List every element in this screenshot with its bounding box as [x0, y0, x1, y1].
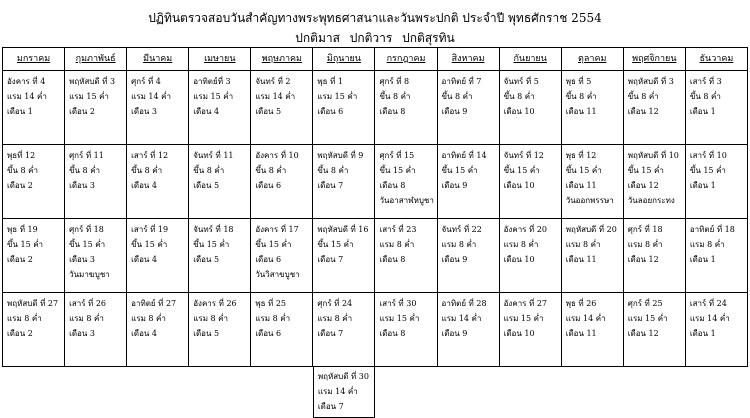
lunar-phase: แรม 8 ค่ำ [379, 240, 415, 249]
lunar-phase: แรม 14 ค่ำ [565, 314, 606, 323]
lunar-month: เดือน 7 [317, 255, 344, 264]
month-header: มิถุนายน [313, 48, 375, 71]
lunar-phase: แรม 8 ค่ำ [565, 240, 601, 249]
day-cell [251, 71, 313, 145]
day-date: เสาร์ ที่ 26 [69, 299, 107, 308]
day-cell [3, 293, 65, 367]
lunar-phase: แรม 15 ค่ำ [627, 314, 668, 323]
day-cell [499, 293, 561, 367]
day-date: พุธ ที่ 12 [565, 151, 597, 160]
day-date: อาทิตย์ ที่ 18 [689, 225, 735, 234]
day-date: เสาร์ ที่ 19 [131, 225, 169, 234]
day-date: พุธ ที่ 25 [255, 299, 287, 308]
lunar-month: เดือน 8 [379, 107, 406, 116]
day-cell [3, 145, 65, 219]
lunar-month: เดือน 1 [689, 107, 716, 116]
month-header: กันยายน [499, 48, 561, 71]
lunar-month: เดือน 12 [627, 329, 659, 338]
day-cell [65, 71, 127, 145]
day-cell [685, 293, 747, 367]
day-date: เสาร์ ที่ 3 [689, 77, 722, 86]
lunar-month: เดือน 5 [193, 255, 220, 264]
lunar-month: เดือน 8 [379, 255, 406, 264]
day-date: อังคาร ที่ 4 [7, 77, 46, 86]
day-date: พฤหัสบดี ที่ 3 [69, 77, 116, 86]
holy-day-name: วันอาสาฬหบูชา [379, 196, 434, 205]
day-cell [65, 219, 127, 293]
day-date: ศุกร์ ที่ 18 [627, 225, 663, 234]
day-date: พุธ ที่ 26 [565, 299, 597, 308]
holy-day-name: วันออกพรรษา [565, 196, 614, 205]
lunar-month: เดือน 7 [317, 329, 344, 338]
lunar-phase: แรม 8 ค่ำ [69, 314, 104, 323]
month-header: พฤศจิกายน [623, 48, 685, 71]
holy-day-name: วันลอยกระทง [627, 196, 675, 205]
day-cell [623, 293, 685, 367]
day-cell [251, 293, 313, 367]
lunar-phase: แรม 8 ค่ำ [7, 314, 42, 323]
lunar-phase: แรม 8 ค่ำ [503, 240, 539, 249]
lunar-phase: ขึ้น 8 ค่ำ [627, 92, 659, 101]
lunar-phase: แรม 8 ค่ำ [193, 314, 228, 323]
lunar-phase: ขึ้น 15 ค่ำ [69, 240, 106, 249]
day-date: พฤหัสบดี ที่ 10 [627, 151, 679, 160]
day-cell [189, 293, 251, 367]
day-cell [313, 293, 375, 367]
day-cell [127, 145, 189, 219]
lunar-phase: ขึ้น 15 ค่ำ [689, 166, 726, 175]
lunar-month: เดือน 8 [379, 329, 406, 338]
lunar-phase: ขึ้น 8 ค่ำ [441, 92, 473, 101]
lunar-phase: ขึ้น 8 ค่ำ [69, 166, 101, 175]
month-header: กรกฎาคม [375, 48, 437, 71]
day-date: ศุกร์ ที่ 18 [69, 225, 104, 234]
day-date: เสาร์ ที่ 10 [689, 151, 727, 160]
month-header-row [3, 48, 748, 71]
lunar-phase: ขึ้น 15 ค่ำ [503, 166, 540, 175]
lunar-month: เดือน 9 [441, 107, 468, 116]
lunar-month: เดือน 6 [255, 329, 282, 338]
day-cell [437, 145, 499, 219]
day-cell [561, 145, 623, 219]
lunar-phase: แรม 15 ค่ำ [317, 92, 358, 101]
lunar-phase: ขึ้น 8 ค่ำ [131, 166, 163, 175]
day-date: จันทร์ ที่ 11 [193, 151, 234, 160]
lunar-phase: ขึ้น 15 ค่ำ [131, 240, 168, 249]
lunar-month: เดือน 12 [627, 255, 659, 264]
lunar-month: เดือน 9 [441, 181, 468, 190]
lunar-phase: ขึ้น 8 ค่ำ [255, 166, 287, 175]
calendar-body [3, 71, 748, 367]
lunar-phase: แรม 8 ค่ำ [317, 314, 353, 323]
day-cell [623, 145, 685, 219]
lunar-month: เดือน 1 [689, 329, 716, 338]
day-date: พุธที่ 12 [7, 151, 36, 160]
lunar-month: เดือน 11 [565, 107, 597, 116]
lunar-month: เดือน 11 [565, 329, 597, 338]
lunar-phase: ขึ้น 8 ค่ำ [7, 166, 38, 175]
lunar-phase: ขึ้น 8 ค่ำ [503, 92, 535, 101]
lunar-phase: แรม 14 ค่ำ [317, 387, 358, 396]
day-cell [375, 145, 437, 219]
day-date: พฤหัสบดี ที่ 30 [317, 372, 369, 381]
day-cell [437, 293, 499, 367]
day-date: พุธ ที่ 1 [317, 77, 343, 86]
day-cell [313, 219, 375, 293]
day-date: จันทร์ ที่ 18 [193, 225, 234, 234]
lunar-month: เดือน 5 [193, 181, 220, 190]
lunar-month: เดือน 4 [131, 255, 157, 264]
lunar-phase: ขึ้น 15 ค่ำ [255, 240, 292, 249]
lunar-month: เดือน 3 [69, 181, 95, 190]
day-date: ศุกร์ ที่ 4 [131, 77, 161, 86]
day-cell [375, 293, 437, 367]
month-header: สิงหาคม [437, 48, 499, 71]
lunar-month: เดือน 6 [255, 255, 282, 264]
day-cell [499, 219, 561, 293]
day-date: ศุกร์ ที่ 11 [69, 151, 104, 160]
day-date: เสาร์ ที่ 23 [379, 225, 417, 234]
day-cell [251, 219, 313, 293]
day-date: จันทร์ ที่ 2 [255, 77, 291, 86]
lunar-month: เดือน 4 [131, 181, 157, 190]
month-header: มีนาคม [127, 48, 189, 71]
day-date: พฤหัสบดี ที่ 27 [7, 299, 59, 308]
day-date: ศุกร์ ที่ 24 [317, 299, 353, 308]
lunar-phase: แรม 14 ค่ำ [131, 92, 171, 101]
month-header: ธันวาคม [685, 48, 747, 71]
lunar-phase: แรม 8 ค่ำ [689, 240, 725, 249]
day-cell [437, 219, 499, 293]
holy-day-name: วันมาฆบูชา [69, 270, 110, 279]
lunar-month: เดือน 1 [7, 107, 33, 116]
day-date: อังคาร ที่ 27 [503, 299, 548, 308]
lunar-phase: ขึ้น 8 ค่ำ [379, 92, 411, 101]
day-date: พุธ ที่ 5 [565, 77, 592, 86]
day-date: อังคาร ที่ 20 [503, 225, 548, 234]
day-date: อาทิตย์ ที่ 7 [441, 77, 482, 86]
day-date: อาทิตย์ที่ 3 [193, 77, 231, 86]
lunar-month: เดือน 5 [193, 329, 220, 338]
lunar-phase: ขึ้น 15 ค่ำ [565, 166, 602, 175]
day-cell [65, 293, 127, 367]
day-cell [685, 219, 747, 293]
month-header: พฤษภาคม [251, 48, 313, 71]
lunar-month: เดือน 2 [7, 255, 33, 264]
lunar-phase: ขึ้น 15 ค่ำ [379, 166, 416, 175]
day-date: พฤหัสบดี ที่ 3 [627, 77, 674, 86]
lunar-month: เดือน 5 [255, 107, 282, 116]
lunar-month: เดือน 4 [131, 329, 157, 338]
week-row [3, 145, 748, 219]
lunar-month: เดือน 7 [317, 181, 344, 190]
lunar-phase: ขึ้น 8 ค่ำ [689, 92, 721, 101]
lunar-phase: แรม 15 ค่ำ [193, 92, 234, 101]
lunar-phase: ขึ้น 15 ค่ำ [193, 240, 230, 249]
lunar-month: เดือน 1 [689, 255, 716, 264]
day-date: พฤหัสบดี ที่ 16 [317, 225, 369, 234]
day-cell [189, 71, 251, 145]
day-cell [375, 219, 437, 293]
page-subtitle: ปกติมาส ปกติวาร ปกติสุรทิน [295, 31, 455, 45]
day-cell [561, 71, 623, 145]
day-cell [189, 219, 251, 293]
day-date: อังคาร ที่ 26 [193, 299, 237, 308]
month-header: เมษายน [189, 48, 251, 71]
lunar-phase: แรม 15 ค่ำ [379, 314, 420, 323]
day-cell [127, 219, 189, 293]
day-date: พฤหัสบดี ที่ 20 [565, 225, 617, 234]
overflow-day-cell [313, 366, 375, 418]
lunar-month: เดือน 3 [131, 107, 157, 116]
lunar-phase: แรม 15 ค่ำ [69, 92, 109, 101]
day-cell [3, 71, 65, 145]
day-date: เสาร์ ที่ 24 [689, 299, 727, 308]
lunar-month: เดือน 2 [7, 181, 33, 190]
lunar-phase: ขึ้น 8 ค่ำ [317, 166, 349, 175]
lunar-month: เดือน 6 [317, 107, 344, 116]
lunar-phase: แรม 14 ค่ำ [7, 92, 47, 101]
day-date: เสาร์ ที่ 12 [131, 151, 169, 160]
day-date: ศุกร์ ที่ 15 [379, 151, 415, 160]
lunar-month: เดือน 3 [69, 329, 95, 338]
calendar-table [2, 47, 748, 367]
lunar-month: เดือน 9 [441, 255, 468, 264]
lunar-month: เดือน 12 [627, 181, 659, 190]
lunar-month: เดือน 1 [689, 181, 716, 190]
day-cell [623, 219, 685, 293]
lunar-phase: แรม 8 ค่ำ [627, 240, 663, 249]
day-date: ศุกร์ ที่ 25 [627, 299, 663, 308]
day-cell [437, 71, 499, 145]
lunar-phase: ขึ้น 15 ค่ำ [317, 240, 354, 249]
day-cell [375, 71, 437, 145]
day-date: เสาร์ ที่ 30 [379, 299, 417, 308]
day-cell [3, 219, 65, 293]
day-cell [127, 71, 189, 145]
lunar-month: เดือน 11 [565, 255, 597, 264]
month-header: มกราคม [3, 48, 65, 71]
day-date: จันทร์ ที่ 22 [441, 225, 482, 234]
day-cell [189, 145, 251, 219]
day-cell [561, 219, 623, 293]
lunar-phase: แรม 14 ค่ำ [255, 92, 296, 101]
day-cell [251, 145, 313, 219]
lunar-phase: แรม 14 ค่ำ [441, 314, 482, 323]
week-row [3, 219, 748, 293]
month-header: ตุลาคม [561, 48, 623, 71]
lunar-month: เดือน 3 [69, 255, 95, 264]
day-date: อังคาร ที่ 10 [255, 151, 299, 160]
day-cell [685, 145, 747, 219]
day-date: อาทิตย์ ที่ 28 [441, 299, 487, 308]
week-row [3, 71, 748, 145]
lunar-month: เดือน 10 [503, 107, 535, 116]
lunar-month: เดือน 2 [7, 329, 33, 338]
day-date: อาทิตย์ ที่ 27 [131, 299, 177, 308]
holy-day-name: วันวิสาขบูชา [255, 270, 300, 279]
day-cell [127, 293, 189, 367]
day-cell [499, 71, 561, 145]
lunar-month: เดือน 12 [627, 107, 659, 116]
day-date: อาทิตย์ ที่ 14 [441, 151, 487, 160]
lunar-month: เดือน 10 [503, 181, 535, 190]
lunar-phase: ขึ้น 15 ค่ำ [627, 166, 664, 175]
week-row [3, 293, 748, 367]
day-date: พฤหัสบดี ที่ 9 [317, 151, 364, 160]
day-date: อังคาร ที่ 17 [255, 225, 299, 234]
lunar-phase: ขึ้น 15 ค่ำ [7, 240, 44, 249]
month-header: กุมภาพันธ์ [65, 48, 127, 71]
day-cell [623, 71, 685, 145]
day-cell [499, 145, 561, 219]
lunar-phase: ขึ้น 8 ค่ำ [193, 166, 225, 175]
lunar-month: เดือน 6 [255, 181, 282, 190]
lunar-phase: แรม 8 ค่ำ [441, 240, 477, 249]
lunar-phase: ขึ้น 8 ค่ำ [565, 92, 597, 101]
lunar-month: เดือน 2 [69, 107, 95, 116]
day-cell [65, 145, 127, 219]
page-title: ปฏิทินตรวจสอบวันสำคัญทางพระพุทธศาสนาและวันพระปกติ ประจำปี พุทธศักราช 2554 [148, 11, 602, 25]
day-cell [685, 71, 747, 145]
lunar-month: เดือน 10 [503, 255, 535, 264]
lunar-phase: แรม 15 ค่ำ [503, 314, 544, 323]
day-cell [313, 145, 375, 219]
lunar-phase: ขึ้น 15 ค่ำ [441, 166, 478, 175]
day-date: พุธ ที่ 19 [7, 225, 38, 234]
lunar-month: เดือน 7 [317, 402, 344, 411]
lunar-phase: แรม 14 ค่ำ [689, 314, 730, 323]
lunar-month: เดือน 4 [193, 107, 220, 116]
day-date: ศุกร์ ที่ 8 [379, 77, 410, 86]
day-cell [561, 293, 623, 367]
lunar-month: เดือน 8 [379, 181, 406, 190]
lunar-phase: แรม 8 ค่ำ [255, 314, 291, 323]
lunar-month: เดือน 11 [565, 181, 597, 190]
lunar-phase: แรม 8 ค่ำ [131, 314, 166, 323]
day-date: จันทร์ ที่ 12 [503, 151, 544, 160]
lunar-month: เดือน 10 [503, 329, 535, 338]
lunar-month: เดือน 9 [441, 329, 468, 338]
day-cell [313, 71, 375, 145]
day-date: จันทร์ ที่ 5 [503, 77, 539, 86]
